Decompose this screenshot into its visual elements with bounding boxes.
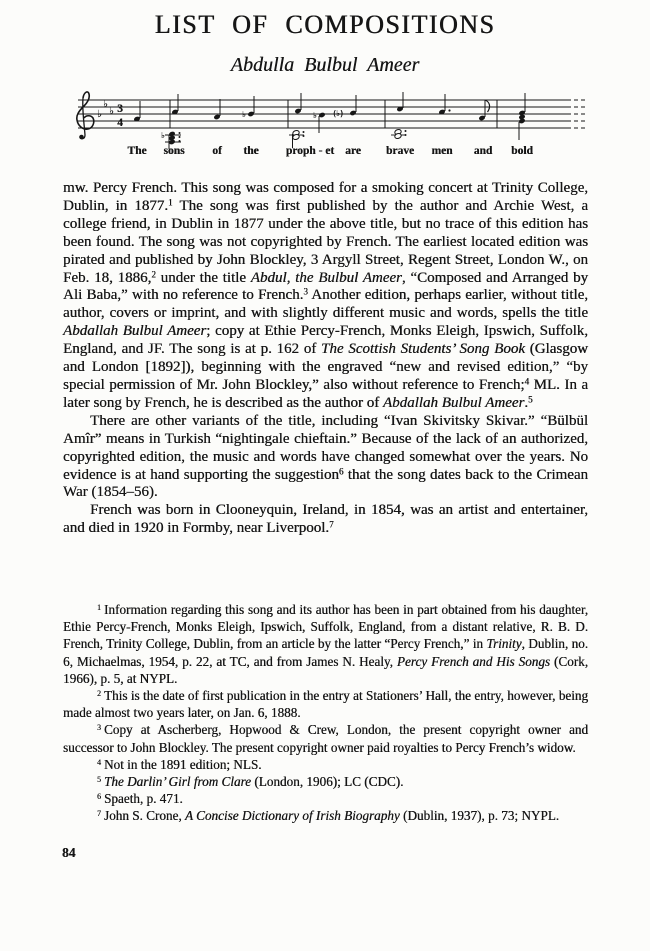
svg-text:3: 3: [117, 103, 123, 115]
lyric-syllable: sons: [163, 145, 185, 157]
melody-notes: [133, 92, 525, 149]
note: [478, 100, 489, 121]
svg-text:♭: ♭: [242, 110, 246, 119]
lyric-syllable: and: [473, 145, 493, 157]
lyric-syllable: are: [345, 145, 361, 157]
svg-text:4: 4: [117, 117, 123, 129]
note: [333, 95, 357, 118]
lyric-syllable: The: [127, 145, 147, 157]
footnote: [63, 790, 588, 807]
note: [161, 94, 181, 149]
footnote: [63, 601, 588, 687]
svg-text:(♭): (♭): [333, 109, 344, 118]
key-signature-flats: [97, 99, 114, 120]
footnote-marker: 3: [97, 723, 101, 733]
paragraph: mw. Percy French. This song was composed for a smoking concert at Trinity College, Dublin, in 1877.$^1$ The song was first published by the author and Archie West, a college friend, in Dublin in 1877 under the above title, but no trace of this edition has been found. The song was not copyrighted by French. The earliest located edition was pirated and published by John Blockley, 3 Argyll Street, Regent Street, London W., on Feb. 18, 1886,$^2$ under the title Abdul, the Bulbul Ameer, “Composed and Arranged by Ali Baba,” with no reference to French.$^3$ Another edition, perhaps earlier, without title, author, covers or imprint, and with slightly different music and words, spells the title Abdallah Bulbul Ameer; copy at Ethie Percy-French, Monks Eleigh, Ipswich, Suffolk, England, and JF. The song is at p. 162 of The Scottish Students’ Song Book (Glasgow and London [1892]), beginning with the engraved “new and revised edition,” “by special permission of Mr. John Blockley,” also without reference to French;$^4$ ML. In a later song by French, he is described as the author of Abdallah Bulbul Ameer.$^5$: [63, 180, 589, 411]
lyric-syllable: brave: [385, 145, 415, 157]
lyric-syllable: proph - et: [285, 145, 335, 157]
footnote-text: Information regarding this song and its author has been in part obtained from his daughter, Ethie Percy-French, Monks Eleigh, Ipswich, Suffolk, England, from a distant relative, R. B. D. French, Trinity College, Dublin, from an article by the latter “Percy French,” in Trinity, Dublin, no. 6, Michaelmas, 1954, p. 22, at TC, and from James N. Healy, Percy French and His Songs (Cork, 1966), p. 5, at NYPL.: [63, 602, 589, 686]
svg-text:♭: ♭: [109, 106, 114, 117]
footnote-marker: 2: [97, 689, 101, 699]
page-title: LIST OF COMPOSITIONS: [154, 10, 496, 39]
svg-text:♭: ♭: [97, 109, 102, 120]
footnote: [63, 807, 588, 824]
footnote-marker: 5: [97, 775, 101, 785]
note: [438, 94, 450, 115]
footnote-marker: 1: [97, 603, 101, 613]
footnote-text: The Darlin’ Girl from Clare (London, 1906); LC (CDC).: [103, 774, 404, 790]
footnote-marker: 7: [97, 809, 101, 819]
note: [391, 92, 407, 139]
note: [289, 93, 305, 148]
svg-text:♭: ♭: [313, 111, 317, 120]
music-staff: [70, 88, 590, 150]
footnote-text: Copy at Ascherberg, Hopwood & Crew, London, the present copyright owner and successor to John Blockley. The present copyright owner paid royalties to Percy French’s widow.: [63, 722, 588, 755]
treble-clef-icon: [77, 92, 94, 139]
song-title: Abdulla Bulbul Ameer: [230, 54, 420, 76]
footnote: [63, 756, 588, 773]
footnote-text: John S. Crone, A Concise Dictionary of Irish Biography (Dublin, 1937), p. 73; NYPL.: [103, 808, 560, 824]
note: [213, 99, 220, 120]
staff-lines: [78, 100, 586, 128]
footnote-marker: 6: [97, 792, 101, 802]
footnote: [63, 721, 588, 755]
svg-text:♭: ♭: [161, 131, 165, 140]
body-text: [63, 180, 588, 538]
time-signature: [117, 103, 123, 129]
lyric-syllable: of: [212, 145, 222, 157]
lyric-syllable: bold: [511, 145, 533, 157]
paragraph: French was born in Clooneyquin, Ireland, in 1854, was an artist and entertainer, and died in 1920 in Formby, near Liverpool.$^7$: [63, 502, 588, 537]
music-notation: [70, 88, 590, 160]
lyric-syllable: men: [431, 145, 453, 157]
footnote: [63, 687, 588, 721]
footnotes-section: [63, 601, 588, 825]
note: [242, 96, 255, 119]
note: [133, 101, 140, 122]
svg-text:♭: ♭: [103, 99, 108, 110]
footnote-text: Spaeth, p. 471.: [103, 791, 183, 807]
paragraph: There are other variants of the title, including “Ivan Skivitsky Skivar.” “Bülbül Amîr” means in Turkish “nightingale chieftain.” Because of the lack of an authorized, copyrighted edition, the music and words have changed somewhat over the years. No evidence is at hand supporting the suggestion$^6$ that the song dates back to the Crimean War (1854–56).: [63, 412, 588, 501]
footnote: [63, 773, 588, 790]
footnote-text: This is the date of first publication in the entry at Stationers’ Hall, the entry, however, being made almost two years later, on Jan. 6, 1888.: [63, 688, 588, 721]
footnote-marker: 4: [97, 757, 101, 767]
footnote-text: Not in the 1891 edition; NLS.: [103, 756, 262, 772]
page-number: 84: [62, 845, 76, 860]
lyric-syllable: the: [243, 145, 259, 157]
